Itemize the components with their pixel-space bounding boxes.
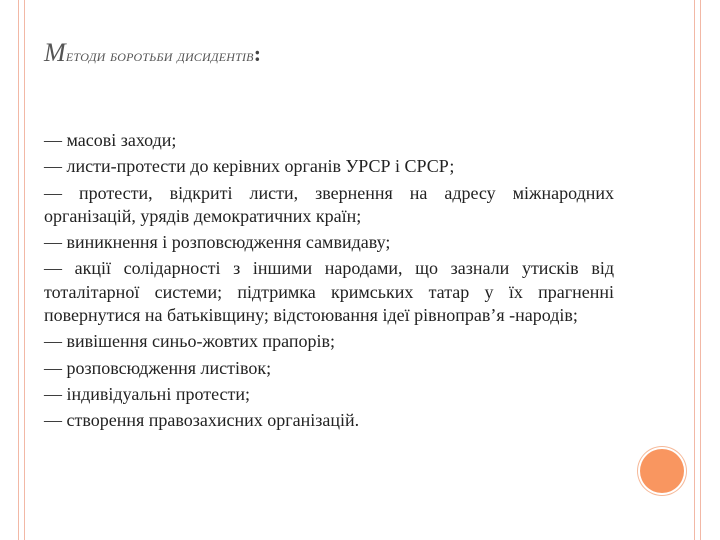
list-item: — протести, відкриті листи, звернення на адресу міжнародних організацій, урядів демократичних країн; [44,182,614,226]
frame-left-outer-line [18,0,19,540]
list-item: — індивідуальні протести; [44,383,251,404]
decorative-circle [640,449,684,493]
frame-right-outer-line [694,0,695,540]
list-item: — акції солідарності з іншими народами, що зазнали утисків від тоталітарної системи; підтримка кримських татар у їх прагненні повернутися на батьківщину; відстоювання ідеї рівноправ’я -народів; [44,258,614,326]
list-item: — розповсюдження листівок; [44,357,272,378]
list-item: — вивішення синьо-жовтих прапорів; [44,331,336,352]
title-colon: : [253,41,262,66]
list-item: — створення правозахисних організацій. [44,410,360,431]
list-item: — масові заходи; [44,130,177,150]
list-item: — виникнення і розповсюдження самвидаву; [44,232,391,253]
title-initial: М [44,38,66,67]
list-item: — листи-протести до керівних органів УРСР і СРСР; [44,156,455,177]
methods-list [44,129,614,436]
frame-right-inner-line [700,0,701,540]
slide-title [44,38,261,68]
title-text: етоди боротьби дисидентів [65,46,254,65]
frame-left-inner-line [24,0,25,540]
